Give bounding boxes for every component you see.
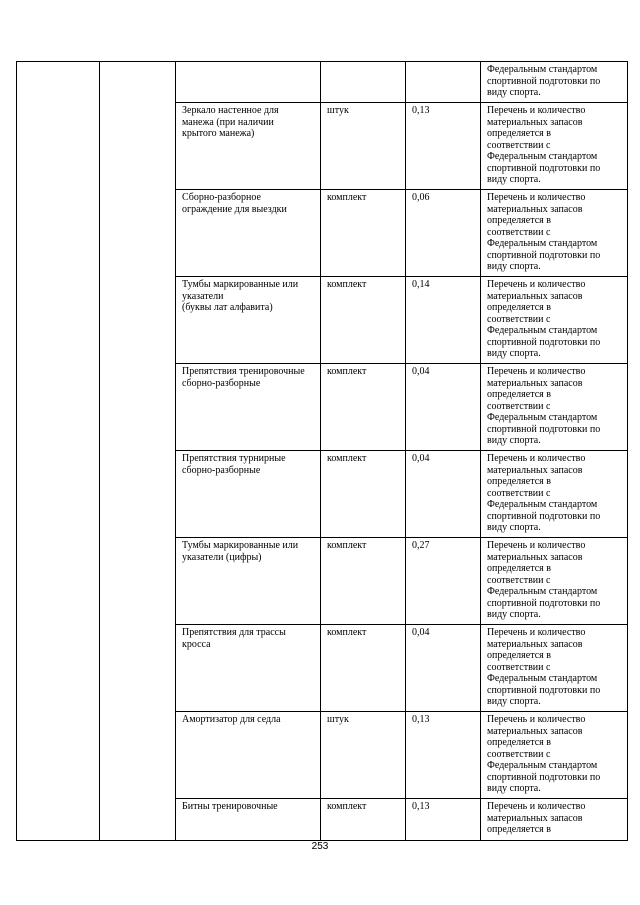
item-name-cell xyxy=(176,62,321,103)
note-cell xyxy=(481,103,628,190)
unit-cell-text: комплект xyxy=(327,801,367,812)
unit-cell xyxy=(321,103,406,190)
quantity-cell-text: 0,04 xyxy=(412,627,430,638)
item-name-cell xyxy=(176,712,321,799)
note-cell xyxy=(481,712,628,799)
note-cell-text: Перечень и количество материальных запасов определяется в соответствии с Федеральным стандартом спортивной подготовки по виду спорта. xyxy=(487,540,601,620)
unit-cell-text: комплект xyxy=(327,540,367,551)
table-body xyxy=(17,62,628,841)
quantity-cell xyxy=(406,364,481,451)
quantity-cell-text: 0,13 xyxy=(412,801,430,812)
item-name-cell-text: Битны тренировочные xyxy=(182,801,278,812)
note-cell xyxy=(481,538,628,625)
unit-cell-text: комплект xyxy=(327,279,367,290)
merged-column-2 xyxy=(100,62,176,841)
unit-cell-text: комплект xyxy=(327,453,367,464)
item-name-cell xyxy=(176,277,321,364)
item-name-cell xyxy=(176,103,321,190)
table-row xyxy=(17,62,628,103)
page-number: 253 xyxy=(311,841,329,852)
unit-cell-text: комплект xyxy=(327,192,367,203)
quantity-cell xyxy=(406,277,481,364)
quantity-cell-text: 0,14 xyxy=(412,279,430,290)
note-cell xyxy=(481,625,628,712)
quantity-cell xyxy=(406,62,481,103)
equipment-table xyxy=(16,61,628,841)
unit-cell-text: штук xyxy=(327,714,349,725)
note-cell-text: Перечень и количество материальных запасов определяется в соответствии с Федеральным стандартом спортивной подготовки по виду спорта. xyxy=(487,192,601,272)
unit-cell-text: комплект xyxy=(327,366,367,377)
unit-cell xyxy=(321,625,406,712)
item-name-cell xyxy=(176,451,321,538)
note-cell-text: Перечень и количество материальных запасов определяется в соответствии с Федеральным стандартом спортивной подготовки по виду спорта. xyxy=(487,366,601,446)
quantity-cell-text: 0,04 xyxy=(412,453,430,464)
item-name-cell-text: Тумбы маркированные или указатели (цифры) xyxy=(182,540,299,563)
note-cell xyxy=(481,277,628,364)
item-name-cell-text: Препятствия турнирные сборно-разборные xyxy=(182,453,286,476)
note-cell-text: Федеральным стандартом спортивной подготовки по виду спорта. xyxy=(487,64,601,98)
unit-cell xyxy=(321,364,406,451)
merged-column-1 xyxy=(17,62,100,841)
note-cell-text: Перечень и количество материальных запасов определяется в xyxy=(487,801,586,835)
quantity-cell-text: 0,06 xyxy=(412,192,430,203)
quantity-cell-text: 0,13 xyxy=(412,105,430,116)
note-cell-text: Перечень и количество материальных запасов определяется в соответствии с Федеральным стандартом спортивной подготовки по виду спорта. xyxy=(487,279,601,359)
unit-cell xyxy=(321,190,406,277)
note-cell xyxy=(481,364,628,451)
quantity-cell-text: 0,13 xyxy=(412,714,430,725)
item-name-cell xyxy=(176,190,321,277)
item-name-cell-text: Препятствия тренировочные сборно-разборные xyxy=(182,366,305,389)
quantity-cell-text: 0,04 xyxy=(412,366,430,377)
note-cell-text: Перечень и количество материальных запасов определяется в соответствии с Федеральным стандартом спортивной подготовки по виду спорта. xyxy=(487,627,601,707)
item-name-cell xyxy=(176,538,321,625)
unit-cell xyxy=(321,451,406,538)
item-name-cell xyxy=(176,364,321,451)
quantity-cell xyxy=(406,799,481,841)
quantity-cell xyxy=(406,538,481,625)
item-name-cell xyxy=(176,625,321,712)
quantity-cell xyxy=(406,103,481,190)
unit-cell xyxy=(321,538,406,625)
item-name-cell xyxy=(176,799,321,841)
item-name-cell-text: Препятствия для трассы кросса xyxy=(182,627,286,650)
unit-cell xyxy=(321,277,406,364)
note-cell xyxy=(481,62,628,103)
unit-cell xyxy=(321,799,406,841)
unit-cell xyxy=(321,712,406,799)
quantity-cell-text: 0,27 xyxy=(412,540,430,551)
quantity-cell xyxy=(406,712,481,799)
unit-cell-text: штук xyxy=(327,105,349,116)
note-cell xyxy=(481,799,628,841)
quantity-cell xyxy=(406,625,481,712)
unit-cell-text: комплект xyxy=(327,627,367,638)
item-name-cell-text: Зеркало настенное для манежа (при наличии крытого манежа) xyxy=(182,105,279,139)
item-name-cell-text: Амортизатор для седла xyxy=(182,714,281,725)
quantity-cell xyxy=(406,190,481,277)
note-cell xyxy=(481,190,628,277)
note-cell xyxy=(481,451,628,538)
item-name-cell-text: Тумбы маркированные или указатели (буквы лат алфавита) xyxy=(182,279,299,313)
note-cell-text: Перечень и количество материальных запасов определяется в соответствии с Федеральным стандартом спортивной подготовки по виду спорта. xyxy=(487,714,601,794)
unit-cell xyxy=(321,62,406,103)
quantity-cell xyxy=(406,451,481,538)
note-cell-text: Перечень и количество материальных запасов определяется в соответствии с Федеральным стандартом спортивной подготовки по виду спорта. xyxy=(487,453,601,533)
note-cell-text: Перечень и количество материальных запасов определяется в соответствии с Федеральным стандартом спортивной подготовки по виду спорта. xyxy=(487,105,601,185)
item-name-cell-text: Сборно-разборное ограждение для выездки xyxy=(182,192,287,215)
